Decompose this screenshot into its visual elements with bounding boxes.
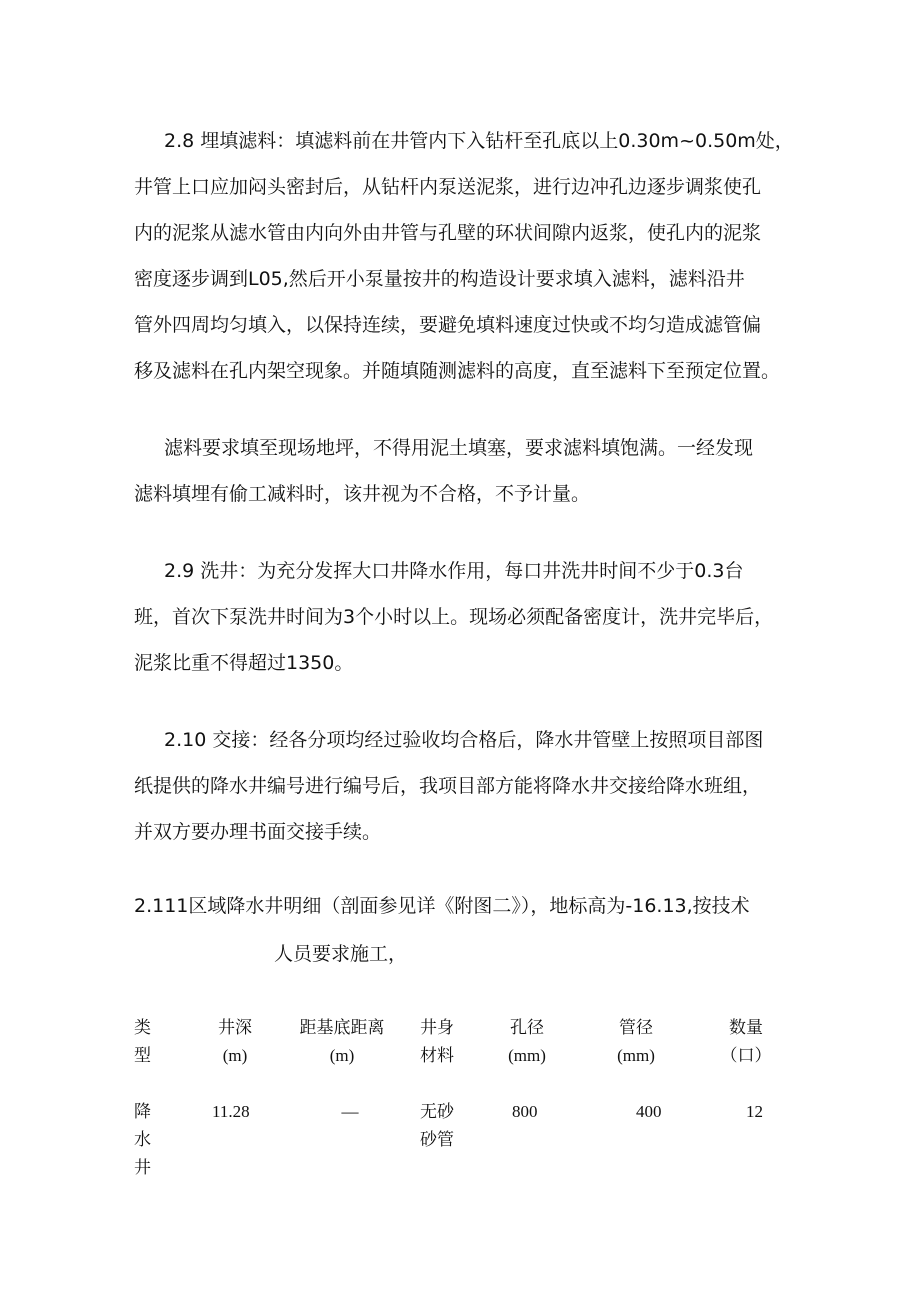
section-2-11 — [134, 882, 814, 978]
table-cell-depth: 11.28 — [212, 1102, 250, 1121]
text-line: 2.10 交接：经各分项均经过验收均合格后，降水井管壁上按照项目部图 — [164, 729, 764, 751]
text-line: 滤料填埋有偷工减料时，该井视为不合格，不予计量。 — [134, 483, 591, 505]
table-header-hole-diameter: 孔径 (mm) — [508, 1018, 546, 1065]
text-line: 人员要求施工， — [274, 943, 408, 965]
table-header-pipe-diameter: 管径 (mm) — [617, 1018, 655, 1065]
text-line: 2.111区域降水井明细（剖面参见详《附图二》），地标高为-16.13,按技术 — [134, 895, 750, 917]
table-cell-hole-diameter: 800 — [512, 1102, 538, 1121]
text-line: 2.8 埋填滤料：填滤料前在井管内下入钻杆至孔底以上0.30m~0.50m处， — [164, 130, 794, 152]
text-line: 移及滤料在孔内架空现象。并随填随测滤料的高度，直至滤料下至预定位置。 — [134, 360, 781, 382]
table-cell-distance: — — [341, 1102, 359, 1121]
table-header-depth: 井深 (m) — [218, 1018, 252, 1065]
text-line: 并双方要办理书面交接手续。 — [134, 821, 382, 843]
section-2-10 — [134, 717, 814, 855]
table-header-material: 井身 材料 — [420, 1018, 454, 1065]
table-header-count: 数量 （口） — [720, 1018, 772, 1065]
section-2-9 — [134, 548, 814, 686]
section-2-8-note — [134, 425, 814, 517]
table-cell-type: 降 水 井 — [134, 1102, 151, 1177]
table-cell-material: 无砂 砂管 — [420, 1102, 454, 1149]
table-cell-pipe-diameter: 400 — [636, 1102, 662, 1121]
text-line: 内的泥浆从滤水管由内向外由井管与孔壁的环状间隙内返浆，使孔内的泥浆 — [134, 222, 762, 244]
text-line: 密度逐步调到L05,然后开小泵量按井的构造设计要求填入滤料，滤料沿井 — [134, 268, 745, 290]
text-line: 班，首次下泵洗井时间为3个小时以上。现场必须配备密度计，洗井完毕后， — [134, 606, 774, 628]
text-line: 2.9 洗井：为充分发挥大口井降水作用，每口井洗井时间不少于0.3台 — [164, 560, 744, 582]
table-header-distance: 距基底距离 (m) — [299, 1018, 385, 1065]
text-line: 管外四周均匀填入，以保持连续，要避免填料速度过快或不均匀造成滤管偏 — [134, 314, 762, 336]
table-header-type: 类 型 — [134, 1018, 151, 1065]
text-line: 滤料要求填至现场地坪，不得用泥土填塞，要求滤料填饱满。一经发现 — [164, 437, 754, 459]
table-cell-count: 12 — [746, 1102, 763, 1121]
section-2-8 — [134, 118, 814, 394]
text-line: 井管上口应加闷头密封后，从钻杆内泵送泥浆，进行边冲孔边逐步调浆使孔 — [134, 176, 762, 198]
text-line: 泥浆比重不得超过1350。 — [134, 652, 354, 674]
text-line: 纸提供的降水井编号进行编号后，我项目部方能将降水井交接给降水班组， — [134, 775, 762, 797]
